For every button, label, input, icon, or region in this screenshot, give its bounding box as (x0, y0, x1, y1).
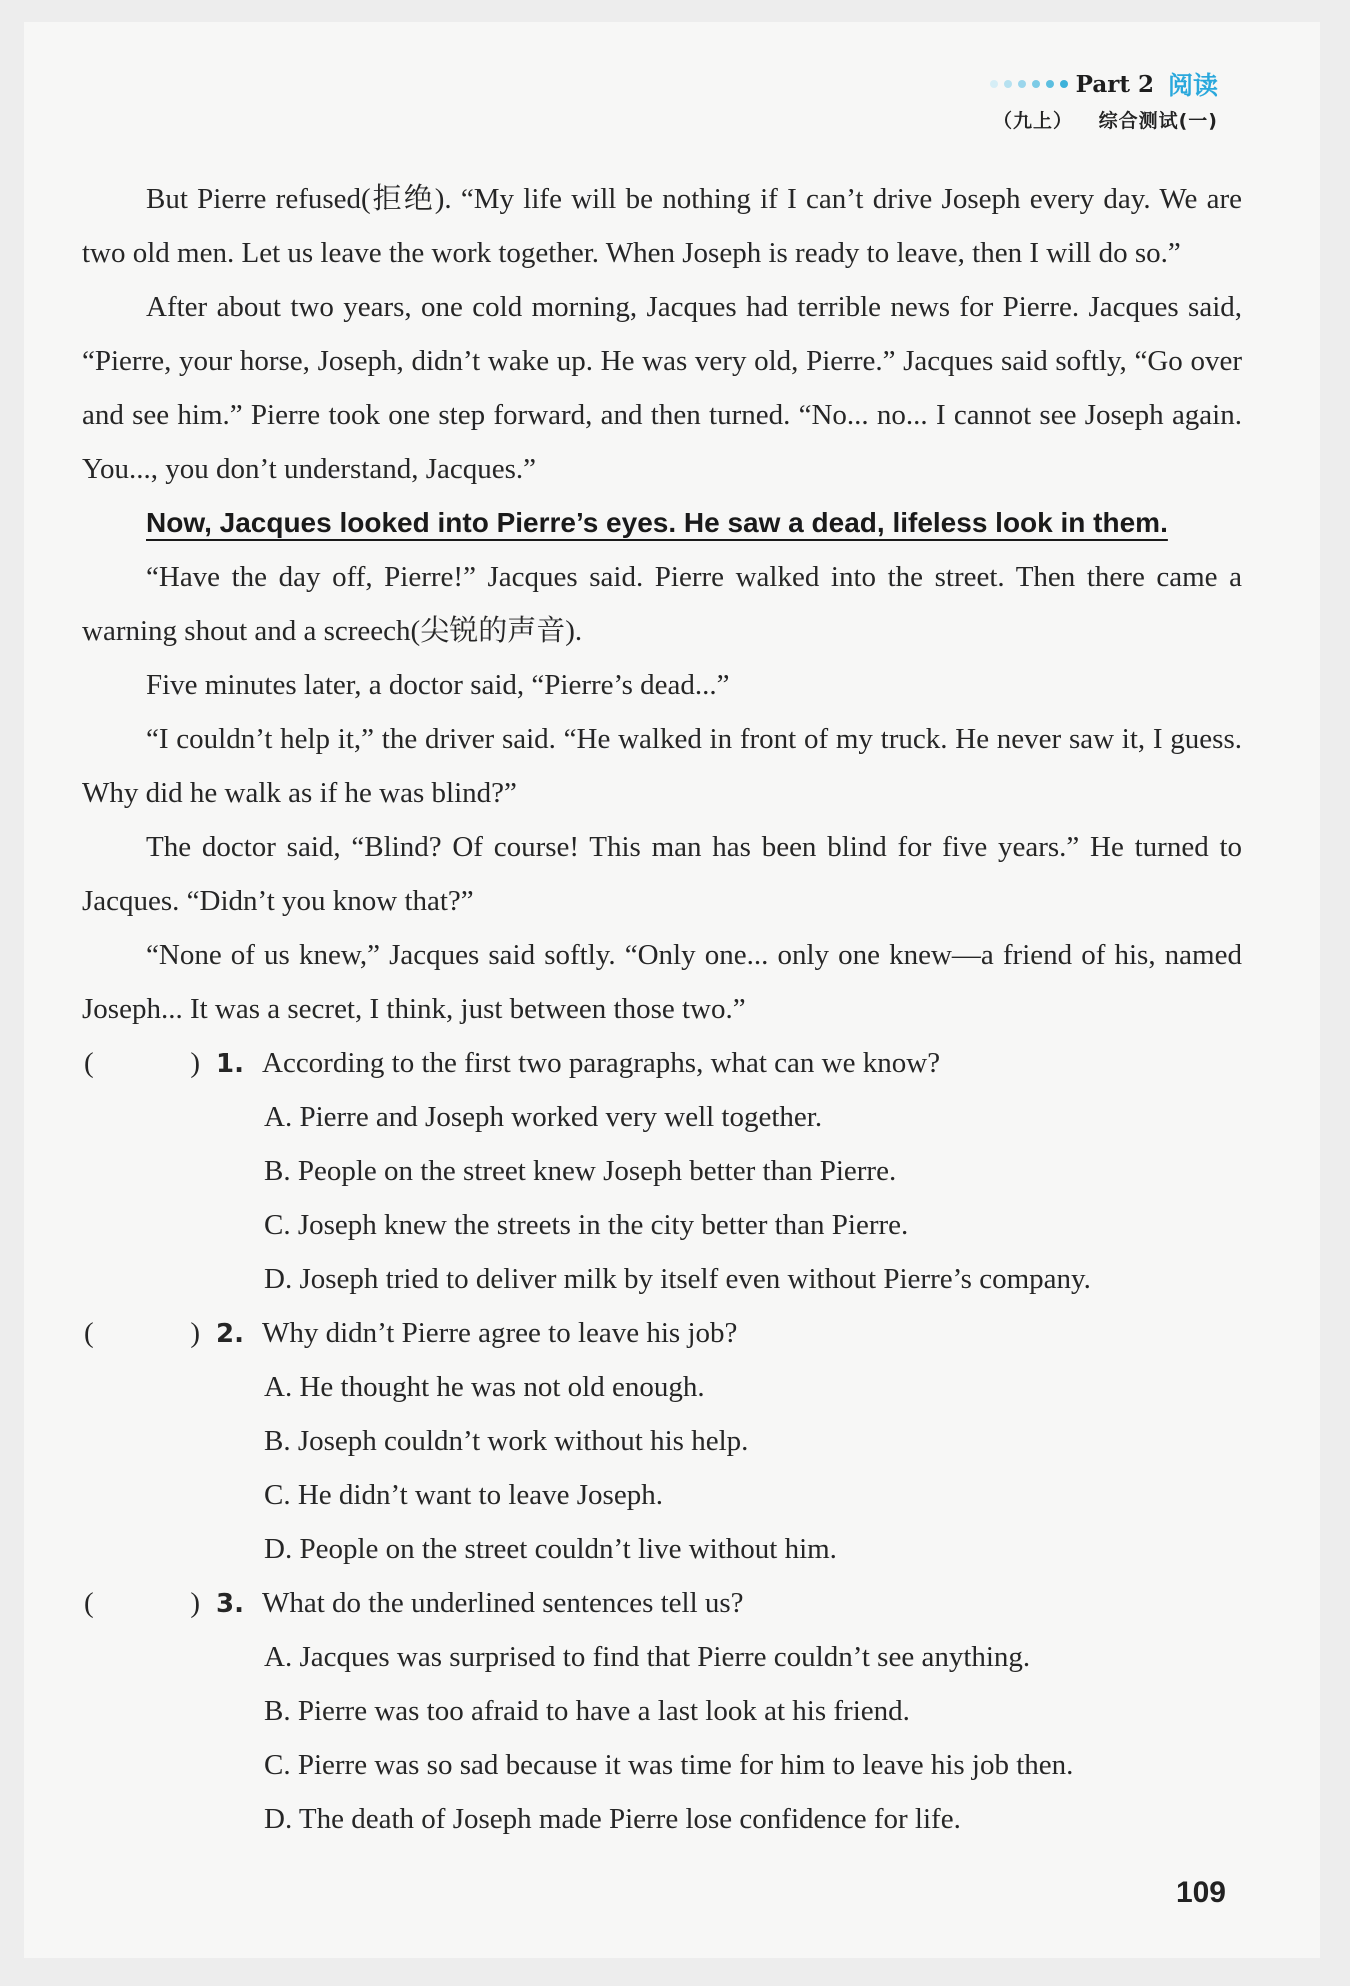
option-d: D. The death of Joseph made Pierre lose confidence for life. (264, 1803, 961, 1835)
question-stem: Why didn’t Pierre agree to leave his job? (262, 1317, 738, 1349)
reading-passage (82, 172, 1242, 1846)
option-d: D. People on the street couldn’t live without him. (264, 1533, 837, 1565)
paragraph: Five minutes later, a doctor said, “Pierre’s dead...” (146, 669, 730, 701)
paragraph: After about two years, one cold morning, Jacques had terrible news for Pierre. Jacques said, “Pierre, your horse, Joseph, didn’t wake up. He was very old, Pierre.” Jacques said softly, “Go over and see him.” Pierre took one step forward, and then turned. “No... no... I cannot see Joseph again. You..., you don’t understand, Jacques.” (82, 291, 1242, 485)
page-header (990, 64, 1218, 133)
decorative-dots-icon (990, 80, 1068, 88)
option-a: A. Jacques was surprised to find that Pierre couldn’t see anything. (264, 1641, 1031, 1673)
option-c: C. Joseph knew the streets in the city better than Pierre. (264, 1209, 909, 1241)
test-label: 综合测试(一) (1098, 110, 1218, 132)
option-b: B. Joseph couldn’t work without his help. (264, 1425, 749, 1457)
grade-label: （九上） (992, 110, 1073, 132)
question-number: 2. (216, 1319, 244, 1349)
part-label: Part 2 (1075, 70, 1154, 98)
section-label: 阅读 (1167, 71, 1218, 100)
paragraph: “None of us knew,” Jacques said softly. “Only one... only one knew—a friend of his, named Joseph... It was a secret, I think, just between those two.” (82, 939, 1242, 1025)
question-1 (82, 1036, 1242, 1090)
question-2 (82, 1306, 1242, 1360)
underlined-sentences: Now, Jacques looked into Pierre’s eyes. He saw a dead, lifeless look in them. (146, 507, 1168, 538)
paragraph: The doctor said, “Blind? Of course! This man has been blind for five years.” He turned to Jacques. “Didn’t you know that?” (82, 831, 1242, 917)
option-b: B. Pierre was too afraid to have a last look at his friend. (264, 1695, 910, 1727)
page (24, 22, 1320, 1958)
question-stem: According to the first two paragraphs, what can we know? (262, 1047, 941, 1079)
question-number: 3. (216, 1589, 244, 1619)
option-a: A. Pierre and Joseph worked very well together. (264, 1101, 823, 1133)
header-title-row (990, 64, 1218, 104)
question-number: 1. (216, 1049, 244, 1079)
option-c: C. Pierre was so sad because it was time for him to leave his job then. (264, 1749, 1074, 1781)
question-stem: What do the underlined sentences tell us? (262, 1587, 744, 1619)
option-c: C. He didn’t want to leave Joseph. (264, 1479, 663, 1511)
answer-blank-1[interactable]: ( ) (84, 1047, 200, 1079)
question-3 (82, 1576, 1242, 1630)
answer-blank-2[interactable]: ( ) (84, 1317, 200, 1349)
answer-blank-3[interactable]: ( ) (84, 1587, 200, 1619)
header-subtitle (990, 106, 1218, 133)
page-number: 109 (1175, 1876, 1226, 1909)
option-d: D. Joseph tried to deliver milk by itself even without Pierre’s company. (264, 1263, 1091, 1295)
paragraph: But Pierre refused(拒绝). “My life will be nothing if I can’t drive Joseph every day. We are two old men. Let us leave the work together. When Joseph is ready to leave, then I will do so.” (82, 183, 1242, 269)
paragraph: “I couldn’t help it,” the driver said. “He walked in front of my truck. He never saw it, I guess. Why did he walk as if he was blind?” (82, 723, 1242, 809)
option-a: A. He thought he was not old enough. (264, 1371, 705, 1403)
paragraph: “Have the day off, Pierre!” Jacques said. Pierre walked into the street. Then there came a warning shout and a screech(尖锐的声音). (82, 561, 1242, 647)
option-b: B. People on the street knew Joseph better than Pierre. (264, 1155, 897, 1187)
